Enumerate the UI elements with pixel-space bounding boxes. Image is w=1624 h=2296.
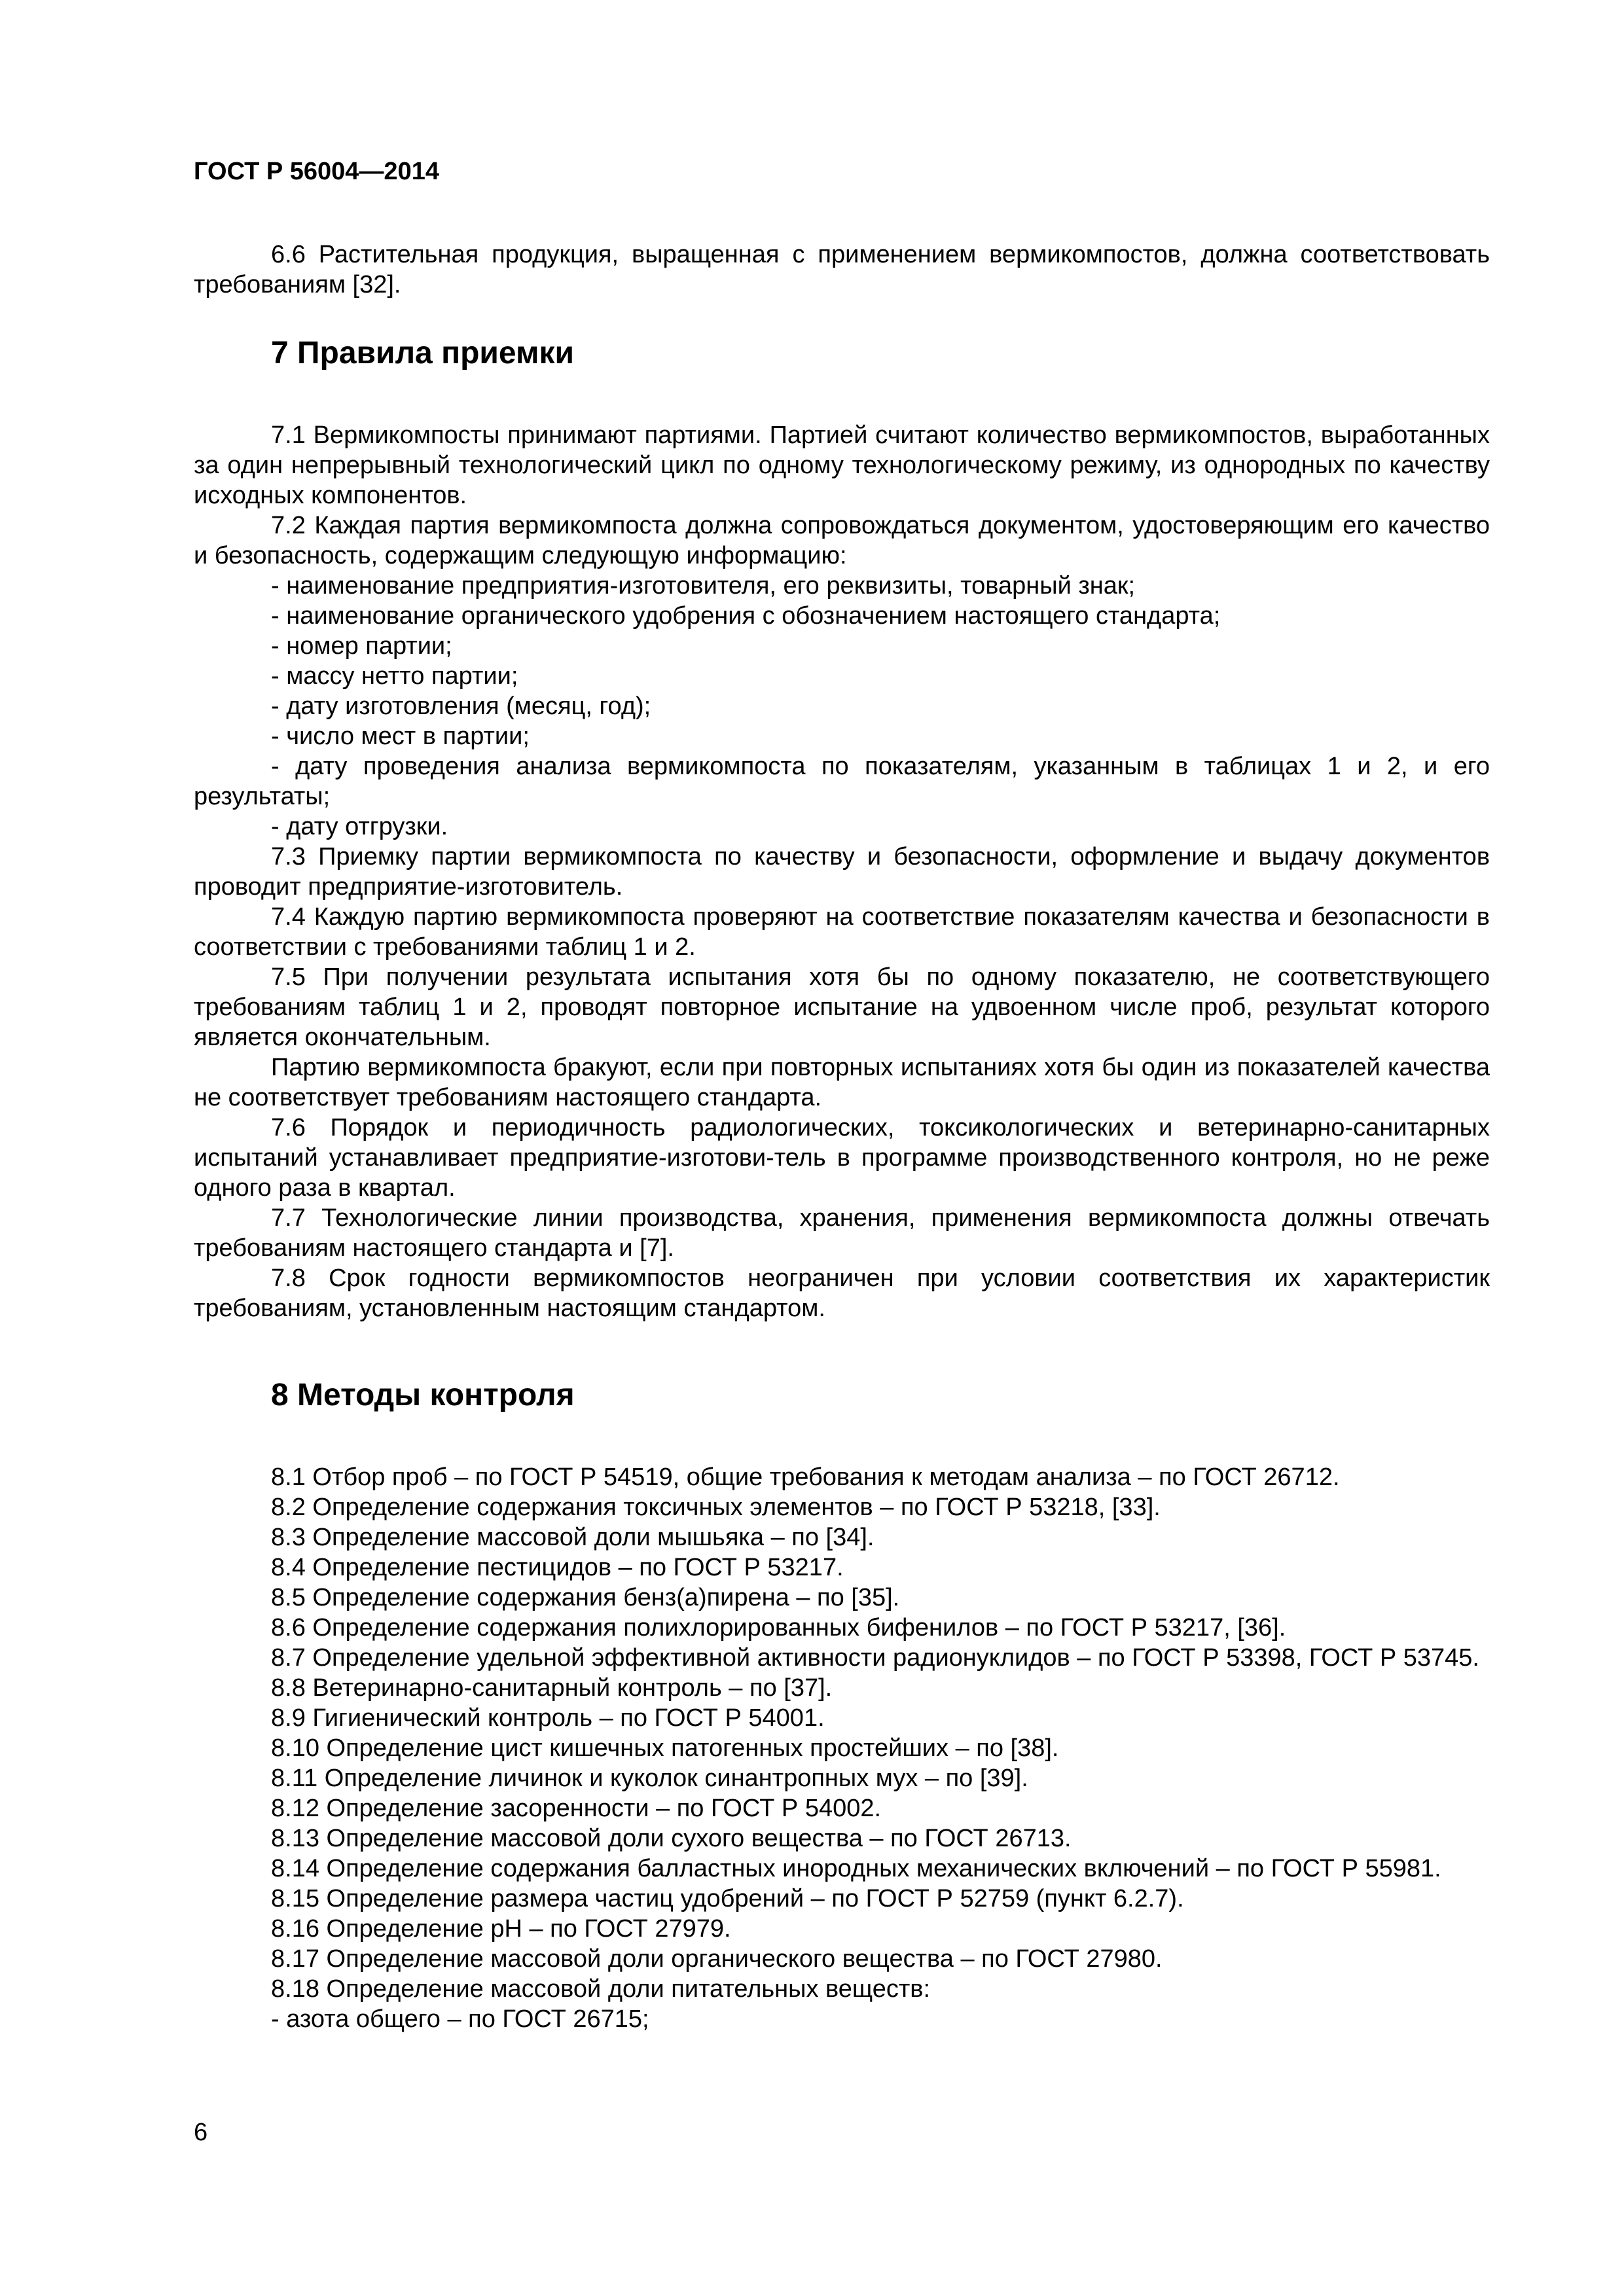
method-item: 8.2 Определение содержания токсичных элементов – по ГОСТ Р 53218, [33]. xyxy=(271,1494,1161,1521)
method-item: 8.1 Отбор проб – по ГОСТ Р 54519, общие требования к методам анализа – по ГОСТ 26712. xyxy=(271,1463,1340,1491)
method-item: 8.18 Определение массовой доли питательных веществ: xyxy=(271,1975,931,2003)
list-item: - наименование предприятия-изготовителя, его реквизиты, товарный знак; xyxy=(271,572,1136,600)
paragraph-7-5: 7.5 При получении результата испытания хотя бы по одному показателю, не соответствующего требованиям таблиц 1 и 2, проводят повторное испытание на удвоенном числе проб, результат которого является окончательным. xyxy=(194,963,1490,1051)
list-item: - наименование органического удобрения с обозначением настоящего стандарта; xyxy=(271,602,1221,630)
method-item: 8.16 Определение pH – по ГОСТ 27979. xyxy=(271,1915,731,1943)
paragraph-6-6: 6.6 Растительная продукция, выращенная с применением вермикомпостов, должна соответствовать требованиям [32]. xyxy=(194,241,1490,298)
method-item: 8.9 Гигиенический контроль – по ГОСТ Р 54001. xyxy=(271,1704,825,1732)
document-page xyxy=(194,157,1490,2034)
method-subitem: - азота общего – по ГОСТ 26715; xyxy=(271,2005,649,2033)
method-item: 8.4 Определение пестицидов – по ГОСТ Р 53217. xyxy=(271,1554,844,1581)
page-number: 6 xyxy=(194,2119,208,2146)
list-item: - дату проведения анализа вермикомпоста по показателям, указанным в таблицах 1 и 2, и его результаты; xyxy=(194,753,1490,810)
method-item: 8.6 Определение содержания полихлорированных бифенилов – по ГОСТ Р 53217, [36]. xyxy=(271,1614,1286,1641)
method-item: 8.14 Определение содержания балластных инородных механических включений – по ГОСТ Р 55981. xyxy=(271,1855,1441,1882)
method-item: 8.15 Определение размера частиц удобрений – по ГОСТ Р 52759 (пункт 6.2.7). xyxy=(271,1885,1184,1912)
list-item: - номер партии; xyxy=(271,632,452,660)
method-item: 8.11 Определение личинок и куколок синантропных мух – по [39]. xyxy=(271,1765,1028,1792)
list-item: - дату изготовления (месяц, год); xyxy=(271,692,651,720)
info-list-7-2 xyxy=(194,571,1490,842)
paragraph-7-1: 7.1 Вермикомпосты принимают партиями. Партией считают количество вермикомпостов, выработанных за один непрерывный технологический цикл по одному технологическому режиму, из однородных по качеству исходных компонентов. xyxy=(194,422,1490,509)
document-code-header: ГОСТ Р 56004—2014 xyxy=(194,158,439,185)
paragraph-7-8: 7.8 Срок годности вермикомпостов неограничен при условии соответствия их характеристик требованиям, установленным настоящим стандартом. xyxy=(194,1265,1490,1322)
method-item: 8.7 Определение удельной эффективной активности радионуклидов – по ГОСТ Р 53398, ГОСТ Р 53745. xyxy=(271,1644,1479,1672)
list-item: - число мест в партии; xyxy=(271,723,530,750)
method-item: 8.5 Определение содержания бенз(а)пирена – по [35]. xyxy=(271,1584,900,1611)
list-item: - дату отгрузки. xyxy=(271,813,448,840)
section-heading-8: 8 Методы контроля xyxy=(271,1378,575,1412)
paragraph-7-6: 7.6 Порядок и периодичность радиологических, токсикологических и ветеринарно-санитарных испытаний устанавливает предприятие-изготови-тель в программе производственного контроля, но не реже одного раза в квартал. xyxy=(194,1114,1490,1202)
method-item: 8.3 Определение массовой доли мышьяка – по [34]. xyxy=(271,1524,875,1551)
paragraph-7-4: 7.4 Каждую партию вермикомпоста проверяют на соответствие показателям качества и безопасности в соответствии с требованиями таблиц 1 и 2. xyxy=(194,903,1490,961)
method-item: 8.12 Определение засоренности – по ГОСТ Р 54002. xyxy=(271,1795,882,1822)
list-item: - массу нетто партии; xyxy=(271,662,518,690)
method-item: 8.17 Определение массовой доли органического вещества – по ГОСТ 27980. xyxy=(271,1945,1163,1973)
method-item: 8.8 Ветеринарно-санитарный контроль – по [37]. xyxy=(271,1674,833,1702)
method-item: 8.10 Определение цист кишечных патогенных простейших – по [38]. xyxy=(271,1734,1059,1762)
paragraph-7-2: 7.2 Каждая партия вермикомпоста должна сопровождаться документом, удостоверяющим его качество и безопасность, содержащим следующую информацию: xyxy=(194,512,1490,569)
paragraph-7-7: 7.7 Технологические линии производства, хранения, применения вермикомпоста должны отвечать требованиям настоящего стандарта и [7]. xyxy=(194,1204,1490,1262)
paragraph-7-5-reject: Партию вермикомпоста бракуют, если при повторных испытаниях хотя бы один из показателей качества не соответствует требованиям настоящего стандарта. xyxy=(194,1054,1490,1111)
paragraph-7-3: 7.3 Приемку партии вермикомпоста по качеству и безопасности, оформление и выдачу документов проводит предприятие-изготовитель. xyxy=(194,843,1490,901)
control-methods-list xyxy=(194,1462,1490,2034)
method-item: 8.13 Определение массовой доли сухого вещества – по ГОСТ 26713. xyxy=(271,1825,1072,1852)
section-heading-7: 7 Правила приемки xyxy=(271,336,575,370)
